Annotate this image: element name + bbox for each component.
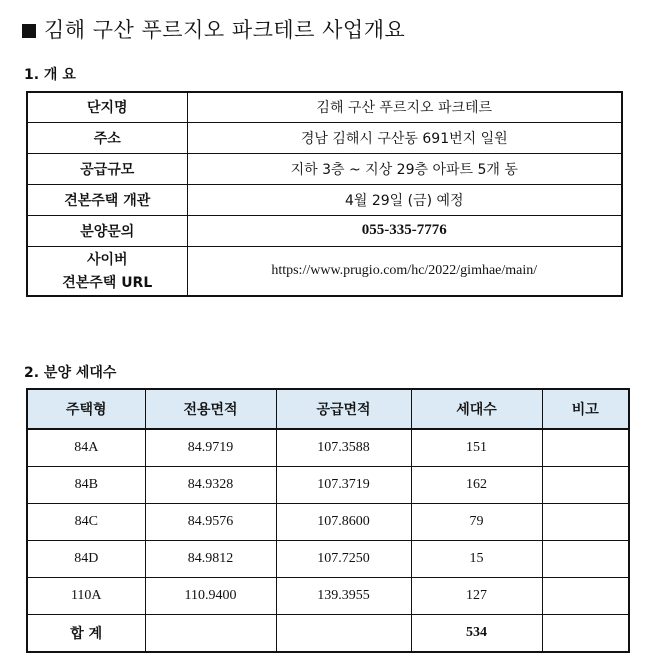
table-row — [27, 215, 622, 246]
table-header-row — [27, 389, 629, 429]
cell: 84C — [27, 504, 145, 541]
cell: 127 — [411, 578, 542, 615]
table-row — [27, 246, 622, 296]
total-units: 534 — [411, 615, 542, 653]
row-value: 4월 29일 (금) 예정 — [187, 184, 622, 215]
cell — [542, 578, 629, 615]
row-label — [27, 246, 187, 296]
row-label: 분양문의 — [27, 215, 187, 246]
column-header: 세대수 — [411, 389, 542, 429]
cell: 107.3588 — [276, 429, 411, 467]
section-units-heading: 2. 분양 세대수 — [24, 365, 117, 381]
square-bullet-icon — [22, 24, 36, 38]
row-label: 견본주택 개관 — [27, 184, 187, 215]
cell: 84.9812 — [145, 541, 276, 578]
cell: 107.8600 — [276, 504, 411, 541]
table-row — [27, 504, 629, 541]
cell — [542, 467, 629, 504]
table-row — [27, 541, 629, 578]
column-header: 공급면적 — [276, 389, 411, 429]
cell — [145, 615, 276, 653]
cell: 84B — [27, 467, 145, 504]
contact-phone: 055-335-7776 — [187, 215, 622, 246]
cell: 151 — [411, 429, 542, 467]
table-row — [27, 467, 629, 504]
cell: 107.7250 — [276, 541, 411, 578]
cell: 84.9328 — [145, 467, 276, 504]
page-title-text: 김해 구산 푸르지오 파크테르 사업개요 — [44, 18, 406, 42]
cell — [542, 429, 629, 467]
cell: 110.9400 — [145, 578, 276, 615]
cell: 84.9576 — [145, 504, 276, 541]
section-overview-heading: 1. 개 요 — [24, 67, 76, 83]
row-label: 주소 — [27, 122, 187, 153]
column-header: 주택형 — [27, 389, 145, 429]
cell: 15 — [411, 541, 542, 578]
overview-table — [26, 91, 623, 297]
cell — [542, 504, 629, 541]
cell: 139.3955 — [276, 578, 411, 615]
row-value: 경남 김해시 구산동 691번지 일원 — [187, 122, 622, 153]
total-row — [27, 615, 629, 653]
row-label-line: 사이버 — [86, 252, 128, 269]
row-label-line: 견본주택 URL — [62, 275, 153, 292]
cell: 162 — [411, 467, 542, 504]
cell — [542, 615, 629, 653]
table-row — [27, 122, 622, 153]
column-header: 전용면적 — [145, 389, 276, 429]
table-row — [27, 429, 629, 467]
column-header: 비고 — [542, 389, 629, 429]
table-row — [27, 153, 622, 184]
cell — [542, 541, 629, 578]
cyber-model-house-url[interactable]: https://www.prugio.com/hc/2022/gimhae/main/ — [187, 246, 622, 296]
units-table — [26, 388, 630, 653]
table-row — [27, 184, 622, 215]
table-row — [27, 578, 629, 615]
row-value: 김해 구산 푸르지오 파크테르 — [187, 92, 622, 122]
cell — [276, 615, 411, 653]
row-label: 공급규모 — [27, 153, 187, 184]
cell: 84.9719 — [145, 429, 276, 467]
cell: 110A — [27, 578, 145, 615]
cell: 84A — [27, 429, 145, 467]
row-label: 단지명 — [27, 92, 187, 122]
cell: 84D — [27, 541, 145, 578]
table-row — [27, 92, 622, 122]
row-value: 지하 3층 ~ 지상 29층 아파트 5개 동 — [187, 153, 622, 184]
page-title — [22, 14, 405, 44]
total-label: 합 계 — [27, 615, 145, 653]
cell: 79 — [411, 504, 542, 541]
cell: 107.3719 — [276, 467, 411, 504]
